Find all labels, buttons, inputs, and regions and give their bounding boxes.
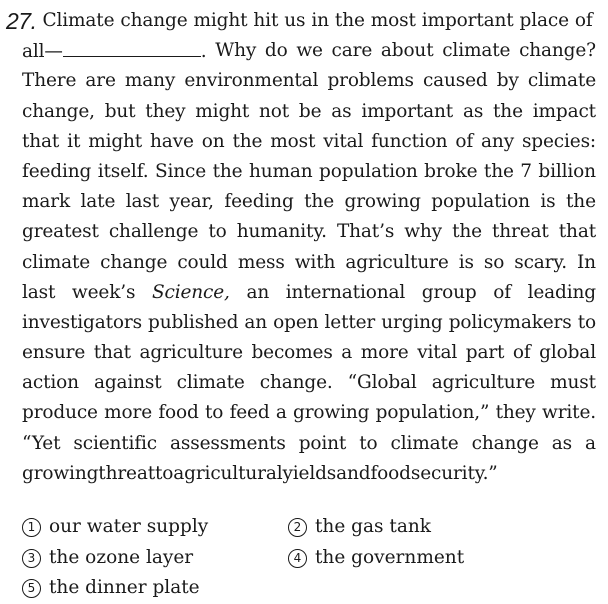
question-passage — [6, 6, 596, 489]
passage-line — [6, 278, 596, 308]
word: leading — [527, 281, 596, 303]
passage-line — [6, 157, 596, 187]
word: climate — [442, 40, 511, 62]
word: climate — [390, 432, 459, 454]
word: why — [404, 221, 442, 243]
passage-line — [6, 187, 596, 217]
option-marker-icon: 4 — [288, 549, 307, 568]
word: could — [177, 251, 228, 273]
word: agricultural — [173, 462, 283, 484]
passage-line — [6, 248, 596, 278]
word: important — [421, 10, 514, 31]
word: a — [585, 432, 596, 454]
word: open — [273, 311, 319, 333]
option-text: the dinner plate — [49, 577, 200, 598]
word: to — [359, 432, 378, 454]
word: published — [148, 311, 239, 333]
word: vital — [417, 342, 458, 364]
word: many — [124, 70, 176, 92]
option-marker-icon: 2 — [288, 518, 307, 537]
option-5[interactable] — [22, 573, 288, 604]
word: security.” — [410, 462, 498, 484]
word: food — [158, 402, 199, 424]
word: most — [270, 130, 316, 152]
word: population,” — [375, 402, 490, 424]
word: the — [452, 221, 482, 243]
word: agriculture — [431, 372, 536, 394]
word: humanity. — [236, 221, 327, 243]
word: the — [212, 160, 243, 182]
word: itself. — [97, 160, 149, 182]
option-marker-icon: 3 — [22, 549, 41, 568]
word: be — [298, 100, 322, 122]
word: billion — [538, 160, 596, 182]
word: climate — [176, 372, 245, 394]
word: greatest — [22, 221, 99, 243]
word: late — [80, 191, 116, 213]
word: feeding — [22, 160, 92, 182]
line-prefix: all— — [22, 41, 63, 63]
option-4[interactable] — [288, 543, 554, 574]
word: change. — [259, 372, 333, 394]
word: we — [296, 40, 323, 62]
question-number: 27. — [6, 8, 37, 34]
option-1[interactable] — [22, 512, 288, 543]
word: population — [319, 160, 418, 182]
word: produce — [22, 402, 98, 424]
word: change? — [519, 40, 596, 62]
word: important — [361, 100, 454, 122]
word: last — [125, 191, 160, 213]
word: the — [493, 100, 523, 122]
word: more — [104, 402, 153, 424]
option-3[interactable] — [22, 543, 288, 574]
word: hit — [253, 10, 279, 31]
word: ensure — [22, 342, 86, 364]
word: That’s — [336, 221, 395, 243]
word: policymakers — [448, 311, 572, 333]
word: agriculture — [345, 251, 449, 273]
word: it — [67, 130, 81, 152]
answer-options — [22, 512, 582, 604]
word: is — [540, 191, 556, 213]
word: the — [566, 191, 596, 213]
word: that — [22, 130, 60, 152]
word: feed — [229, 402, 270, 424]
word: vital — [323, 130, 364, 152]
word: scary. — [514, 251, 567, 273]
word: not — [259, 100, 290, 122]
word: There — [22, 70, 77, 92]
word: investigators — [22, 311, 142, 333]
word: as — [331, 100, 352, 122]
word: yields — [282, 462, 337, 484]
word: of — [455, 130, 474, 152]
word: agriculture — [139, 342, 243, 364]
word: of — [512, 342, 531, 364]
word: human — [248, 160, 313, 182]
word: to — [204, 402, 224, 424]
word: Why — [215, 40, 257, 62]
word: the — [232, 130, 263, 152]
word: food — [370, 462, 411, 484]
passage-line — [6, 308, 596, 338]
word: threat — [98, 462, 156, 484]
word: us — [284, 10, 306, 31]
word: mark — [22, 191, 71, 213]
word: have — [150, 130, 194, 152]
word: an — [244, 311, 268, 333]
word: action — [22, 372, 79, 394]
word: any — [481, 130, 514, 152]
word: place — [519, 10, 569, 31]
word: change — [120, 10, 188, 31]
word: mess — [237, 251, 285, 273]
word: care — [331, 40, 373, 62]
option-marker-icon: 5 — [22, 579, 41, 598]
word: species: — [521, 130, 596, 152]
word: year, — [169, 191, 214, 213]
word: more — [360, 342, 409, 364]
word: climate — [22, 251, 91, 273]
word: but — [104, 100, 136, 122]
word: change — [471, 432, 539, 454]
word: of — [574, 10, 593, 31]
word: are — [85, 70, 116, 92]
word: in — [311, 10, 329, 31]
option-text: the government — [315, 546, 465, 568]
passage-line — [6, 368, 596, 398]
word: international — [285, 281, 406, 303]
passage-line — [6, 459, 596, 489]
word: as — [462, 100, 484, 122]
word: is — [458, 251, 474, 273]
word: to — [577, 311, 596, 333]
word: scientific — [73, 432, 158, 454]
word: that — [93, 342, 131, 364]
word: might — [195, 100, 250, 122]
word: on — [201, 130, 225, 152]
word: the — [304, 191, 334, 213]
word: caused — [422, 70, 488, 92]
word: growing — [293, 402, 370, 424]
word: letter — [324, 311, 376, 333]
word: they — [495, 402, 536, 424]
passage-line — [6, 398, 596, 428]
word: with — [294, 251, 336, 273]
word: group — [421, 281, 477, 303]
journal-name: Science, — [151, 281, 230, 303]
word: a — [341, 342, 353, 364]
word: the — [334, 10, 365, 31]
word: a — [275, 402, 287, 424]
word: to — [155, 462, 174, 484]
word: so — [483, 251, 505, 273]
word: becomes — [251, 342, 333, 364]
word: assessments — [170, 432, 286, 454]
word: the — [483, 160, 514, 182]
word: 7 — [520, 160, 532, 182]
word: of — [493, 281, 511, 303]
word: they — [145, 100, 186, 122]
word: impact — [532, 100, 596, 122]
word: change, — [22, 100, 95, 122]
word: and — [336, 462, 371, 484]
option-text: the gas tank — [315, 516, 432, 537]
option-text: our water supply — [49, 516, 209, 537]
word: might — [88, 130, 143, 152]
word: last — [22, 281, 56, 303]
word: write. — [542, 402, 596, 424]
word: week’s — [71, 281, 136, 303]
word: point — [298, 432, 347, 454]
word: part — [465, 342, 505, 364]
passage-line — [6, 127, 596, 157]
option-text: the ozone layer — [49, 546, 194, 568]
word: must — [550, 372, 596, 394]
word: urging — [381, 311, 443, 333]
word: might — [193, 10, 248, 31]
answer-blank[interactable] — [63, 36, 201, 57]
option-marker-icon: 1 — [22, 518, 41, 537]
word: by — [496, 70, 519, 92]
passage-line — [6, 338, 596, 368]
word: global — [539, 342, 596, 364]
passage-line-with-blank — [6, 36, 596, 66]
word: that — [558, 221, 596, 243]
word: feeding — [224, 191, 294, 213]
word: climate — [527, 70, 596, 92]
word: challenge — [108, 221, 199, 243]
passage-line — [6, 66, 596, 96]
word: In — [577, 251, 596, 273]
word: broke — [424, 160, 478, 182]
passage-line — [6, 97, 596, 127]
word: about — [380, 40, 434, 62]
word: Climate — [42, 10, 115, 31]
blank-group — [22, 36, 207, 66]
word: most — [370, 10, 416, 31]
word: function — [371, 130, 448, 152]
option-2[interactable] — [288, 512, 554, 543]
word: “Yet — [22, 432, 61, 454]
word: change — [100, 251, 168, 273]
word: problems — [327, 70, 414, 92]
word: Since — [154, 160, 207, 182]
passage-line — [6, 429, 596, 459]
word: population — [431, 191, 530, 213]
word: environmental — [184, 70, 319, 92]
word: . — [200, 41, 207, 63]
word: threat — [491, 221, 549, 243]
word: do — [264, 40, 288, 62]
word: growing — [22, 462, 99, 484]
word: as — [551, 432, 572, 454]
word: an — [246, 281, 270, 303]
word: to — [208, 221, 227, 243]
passage-line — [6, 217, 596, 247]
word: growing — [344, 191, 421, 213]
passage-line — [6, 6, 596, 36]
word: against — [93, 372, 162, 394]
word: “Global — [347, 372, 417, 394]
